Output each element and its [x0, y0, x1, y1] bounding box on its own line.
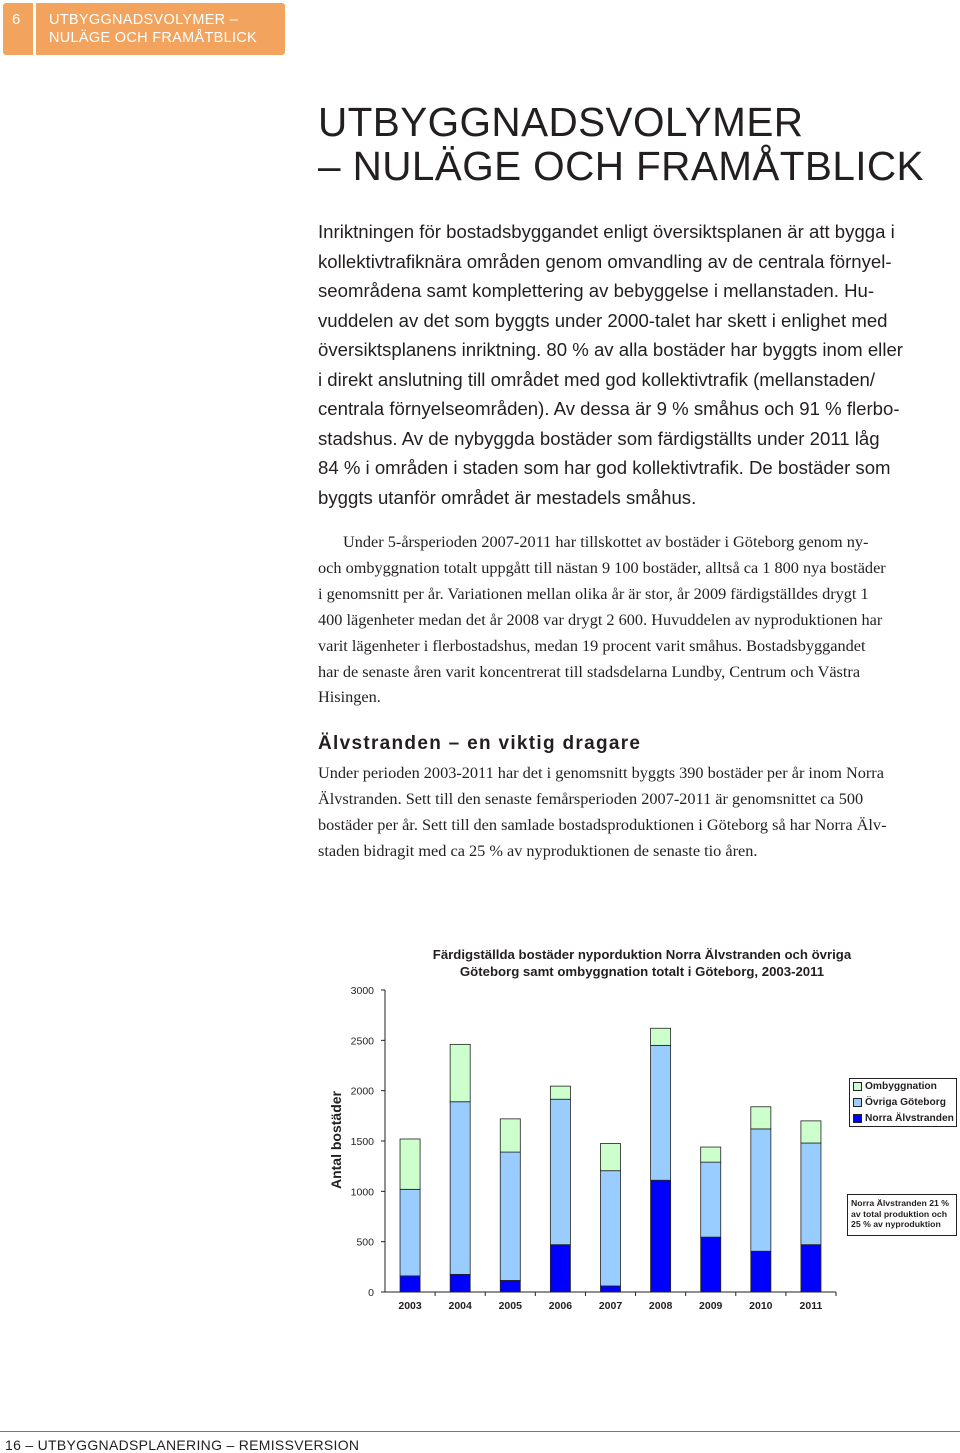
y-tick-label: 500	[356, 1236, 374, 1249]
plot-area	[351, 985, 836, 1312]
annotation-line: 25 % av nyproduktion	[851, 1219, 941, 1229]
lead-line: 84 % i områden i staden som har god kollektivtrafik. De bostäder som	[318, 457, 891, 478]
legend-label: Övriga Göteborg	[865, 1096, 946, 1108]
section-tab	[36, 3, 285, 55]
bar-segment	[651, 1028, 671, 1045]
lead-line: kollektivtrafiknära områden genom omvandling av de centrala förnyel-	[318, 250, 892, 272]
chart-title	[408, 946, 876, 980]
lead-line: seområdena samt komplettering av bebyggelse i mellanstaden. Hu-	[318, 280, 875, 301]
x-tick-label: 2011	[799, 1300, 823, 1312]
bar-segment	[450, 1102, 470, 1275]
bar-segment	[450, 1044, 470, 1101]
bar-segment	[751, 1251, 771, 1292]
bar-segment	[801, 1245, 821, 1292]
x-tick-label: 2005	[498, 1300, 522, 1312]
x-tick-label: 2010	[749, 1300, 773, 1312]
lead-line: stadshus. Av de nybyggda bostäder som färdigställts under 2011 låg	[318, 427, 880, 449]
bar-segment	[450, 1274, 470, 1292]
page-title-line-2: – NULÄGE OCH FRAMÅTBLICK	[318, 143, 924, 189]
y-tick-label: 2000	[350, 1085, 374, 1098]
lead-line: Inriktningen för bostadsbyggandet enligt översiktsplanen är att bygga i	[318, 221, 895, 242]
body-line: Hisingen.	[318, 687, 381, 707]
chart-legend	[849, 1078, 957, 1127]
section-tab-line-1: UTBYGGNADSVOLYMER –	[49, 12, 239, 28]
bar-segment	[400, 1139, 420, 1189]
y-tick-label: 2500	[350, 1035, 374, 1048]
lead-line: byggts utanför området är mestadels småhus.	[318, 486, 697, 508]
x-tick-label: 2009	[699, 1300, 723, 1312]
bar-segment	[701, 1237, 721, 1292]
legend-swatch	[853, 1082, 862, 1091]
page-title-line-1: UTBYGGNADSVOLYMER	[318, 99, 804, 145]
bar-segment	[400, 1189, 420, 1276]
lead-line: översiktsplanens inriktning. 80 % av alla bostäder har byggts inom eller	[318, 339, 903, 360]
bar-segment	[550, 1099, 570, 1244]
section-paragraph	[318, 760, 958, 864]
x-tick-label: 2004	[448, 1300, 472, 1312]
bar-segment	[751, 1107, 771, 1129]
bar-segment	[400, 1276, 420, 1292]
bar-segment	[701, 1147, 721, 1162]
lead-paragraph	[318, 217, 958, 512]
bar-segment	[801, 1143, 821, 1245]
x-tick-label: 2008	[648, 1300, 673, 1312]
section-line: staden bidragit med ca 25 % av nyproduktionen de senaste tio åren.	[318, 840, 758, 860]
page-number-tab	[3, 3, 33, 55]
bar-segment	[600, 1286, 620, 1292]
page-number: 6	[12, 11, 21, 28]
chart-title-line-2: Göteborg samt ombyggnation totalt i Göteborg, 2003-2011	[459, 964, 825, 979]
body-line: Under 5-årsperioden 2007-2011 har tillskottet av bostäder i Göteborg genom ny-	[343, 532, 869, 551]
body-line: har de senaste åren varit koncentrerat till stadsdelarna Lundby, Centrum och Västra	[318, 661, 861, 681]
lead-line: centrala förnyelseområden). Av dessa är 9 % småhus och 91 % flerbo-	[318, 398, 900, 419]
legend-swatch	[853, 1114, 862, 1123]
legend-item-norra-alvstranden	[853, 1111, 954, 1125]
bar-segment	[500, 1119, 520, 1152]
x-tick-label: 2006	[548, 1300, 573, 1312]
legend-label: Norra Älvstranden	[865, 1112, 954, 1124]
bar-segment	[550, 1245, 570, 1292]
body-paragraph	[318, 529, 958, 710]
bar-segment	[550, 1086, 570, 1099]
bar-segment	[651, 1180, 671, 1292]
bar-segment	[701, 1162, 721, 1237]
body-line: och ombyggnation totalt uppgått till nästan 9 100 bostäder, alltså ca 1 800 nya bostäder	[318, 557, 886, 577]
y-tick-label: 3000	[350, 985, 374, 997]
bar-segment	[600, 1144, 620, 1171]
body-line: varit lägenheter i flerbostadshus, medan 19 procent varit småhus. Bostadsbyggandet	[318, 635, 866, 655]
chart-annotation	[847, 1194, 957, 1236]
annotation-line: av total produktion och	[851, 1208, 948, 1219]
legend-item-ovriga-goteborg	[853, 1095, 946, 1109]
body-line: i genomsnitt per år. Variationen mellan olika år är stor, år 2009 färdigställdes drygt 1	[318, 583, 869, 603]
bar-segment	[751, 1129, 771, 1251]
lead-line: vuddelen av det som byggts under 2000-talet har skett i enlighet med	[318, 309, 888, 331]
section-heading: Älvstranden – en viktig dragare	[318, 733, 642, 754]
y-axis-label: Antal bostäder	[328, 1090, 344, 1190]
y-tick-label: 0	[368, 1287, 374, 1299]
annotation-line: Norra Älvstranden 21 %	[851, 1198, 950, 1208]
legend-item-ombyggnation	[853, 1079, 937, 1093]
bar-segment	[651, 1045, 671, 1180]
bar-segment	[600, 1171, 620, 1286]
legend-label: Ombyggnation	[865, 1080, 937, 1092]
legend-swatch	[853, 1098, 862, 1107]
section-line: Under perioden 2003-2011 har det i genomsnitt byggts 390 bostäder per år inom Norra	[318, 763, 884, 782]
bar-segment	[500, 1280, 520, 1292]
x-tick-label: 2007	[598, 1300, 623, 1312]
lead-line: i direkt anslutning till området med god kollektivtrafik (mellanstaden/	[318, 368, 876, 390]
page-footer: 16 – UTBYGGNADSPLANERING – REMISSVERSION	[5, 1437, 360, 1453]
bar-segment	[500, 1152, 520, 1280]
section-line: bostäder per år. Sett till den samlade bostadsproduktionen i Göteborg så har Norra Älv-	[318, 814, 887, 834]
y-tick-label: 1000	[350, 1186, 374, 1199]
chart-title-line-1: Färdigställda bostäder nyporduktion Norra Älvstranden och övriga	[432, 947, 852, 962]
footer-divider	[0, 1431, 960, 1432]
section-line: Älvstranden. Sett till den senaste femårsperioden 2007-2011 är genomsnittet ca 500	[318, 788, 864, 808]
x-tick-label: 2003	[398, 1300, 422, 1312]
section-tab-line-2: NULÄGE OCH FRAMÅTBLICK	[49, 30, 258, 46]
bar-segment	[801, 1121, 821, 1143]
page-title	[318, 100, 924, 188]
y-tick-label: 1500	[350, 1136, 374, 1148]
body-line: 400 lägenheter medan det år 2008 var drygt 2 600. Huvuddelen av nyproduktionen har	[318, 609, 883, 629]
